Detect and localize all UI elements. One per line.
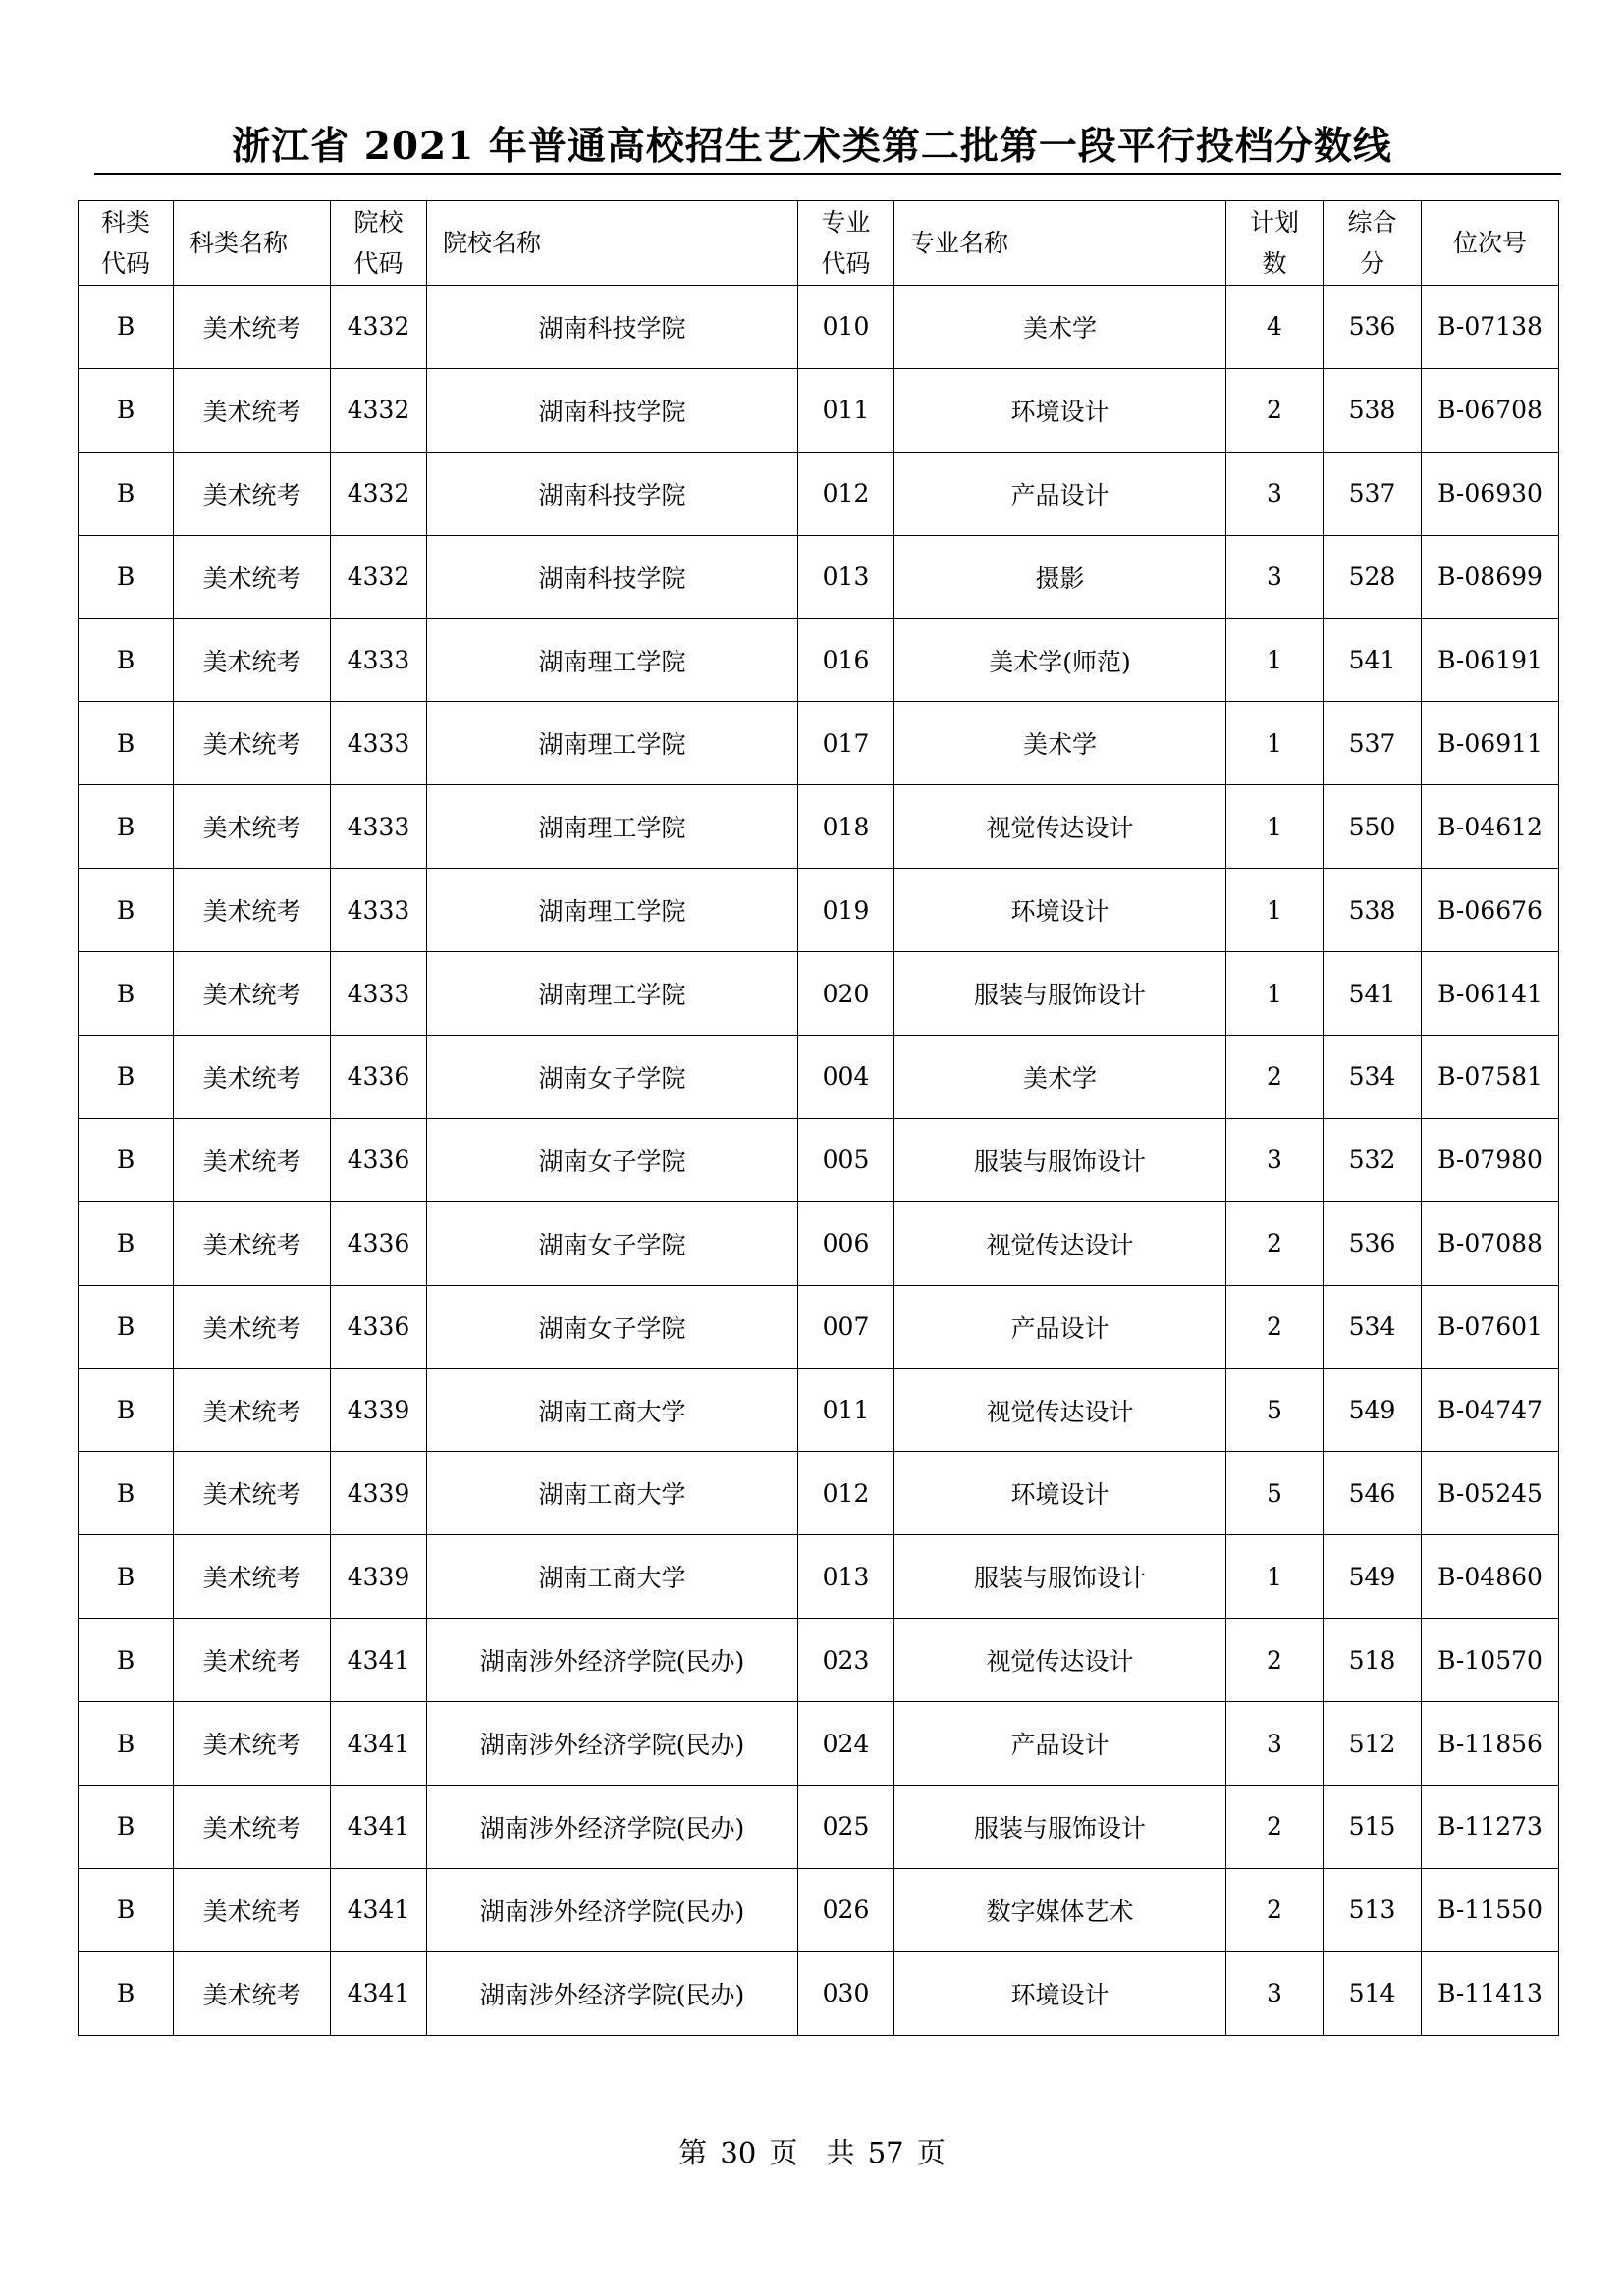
plan-count-cell: 3: [1226, 535, 1324, 618]
school-name-cell: 湖南涉外经济学院(民办): [427, 1702, 798, 1786]
category-code-cell: B: [79, 1702, 174, 1786]
total-score-cell: 536: [1324, 286, 1422, 369]
major-name-cell: 视觉传达设计: [894, 1368, 1226, 1452]
table-row: [79, 1285, 1559, 1368]
school-name-cell: 湖南女子学院: [427, 1285, 798, 1368]
plan-count-cell: 4: [1226, 286, 1324, 369]
plan-count-cell: 5: [1226, 1368, 1324, 1452]
school-name-cell: 湖南科技学院: [427, 452, 798, 535]
rank-cell: B-06708: [1422, 368, 1559, 452]
major-name-cell: 美术学: [894, 286, 1226, 369]
school-code-cell: 4332: [331, 452, 427, 535]
school-code-cell: 4339: [331, 1368, 427, 1452]
total-score-cell: 537: [1324, 452, 1422, 535]
school-code-cell: 4336: [331, 1201, 427, 1285]
category-code-cell: B: [79, 1118, 174, 1201]
category-code-cell: B: [79, 1619, 174, 1702]
school-code-cell: 4341: [331, 1619, 427, 1702]
table-row: [79, 1702, 1559, 1786]
plan-count-cell: 1: [1226, 1535, 1324, 1619]
category-code-cell: B: [79, 452, 174, 535]
table-row: [79, 1368, 1559, 1452]
category-code-cell: B: [79, 869, 174, 952]
category-name-cell: 美术统考: [174, 1619, 331, 1702]
major-code-cell: 007: [798, 1285, 894, 1368]
major-code-cell: 016: [798, 618, 894, 702]
school-code-cell: 4333: [331, 702, 427, 785]
rank-cell: B-10570: [1422, 1619, 1559, 1702]
school-code-cell: 4336: [331, 1285, 427, 1368]
category-code-cell: B: [79, 785, 174, 869]
total-score-cell: 536: [1324, 1201, 1422, 1285]
category-name-cell: 美术统考: [174, 1118, 331, 1201]
total-score-cell: 549: [1324, 1535, 1422, 1619]
major-name-cell: 摄影: [894, 535, 1226, 618]
major-name-cell: 视觉传达设计: [894, 1201, 1226, 1285]
major-name-cell: 环境设计: [894, 1452, 1226, 1535]
plan-count-cell: 1: [1226, 785, 1324, 869]
rank-cell: B-07581: [1422, 1036, 1559, 1119]
header-category-code: 科类代码: [79, 201, 174, 286]
major-name-cell: 环境设计: [894, 1951, 1226, 2035]
school-code-cell: 4339: [331, 1452, 427, 1535]
category-name-cell: 美术统考: [174, 785, 331, 869]
table-row: [79, 368, 1559, 452]
school-code-cell: 4332: [331, 535, 427, 618]
total-score-cell: 549: [1324, 1368, 1422, 1452]
rank-cell: B-04612: [1422, 785, 1559, 869]
major-name-cell: 服装与服饰设计: [894, 1535, 1226, 1619]
rank-cell: B-07601: [1422, 1285, 1559, 1368]
major-name-cell: 美术学: [894, 1036, 1226, 1119]
category-code-cell: B: [79, 1452, 174, 1535]
category-code-cell: B: [79, 618, 174, 702]
school-code-cell: 4333: [331, 785, 427, 869]
major-name-cell: 服装与服饰设计: [894, 1118, 1226, 1201]
plan-count-cell: 2: [1226, 1201, 1324, 1285]
major-name-cell: 服装与服饰设计: [894, 952, 1226, 1036]
school-name-cell: 湖南涉外经济学院(民办): [427, 1951, 798, 2035]
major-code-cell: 023: [798, 1619, 894, 1702]
major-code-cell: 017: [798, 702, 894, 785]
rank-cell: B-04860: [1422, 1535, 1559, 1619]
major-name-cell: 产品设计: [894, 452, 1226, 535]
plan-count-cell: 1: [1226, 869, 1324, 952]
total-score-cell: 518: [1324, 1619, 1422, 1702]
table-row: [79, 1535, 1559, 1619]
plan-count-cell: 2: [1226, 1786, 1324, 1869]
category-code-cell: B: [79, 952, 174, 1036]
page-number: 第 30 页 共 57 页: [678, 2136, 946, 2169]
rank-cell: B-11856: [1422, 1702, 1559, 1786]
page-title: 浙江省 2021 年普通高校招生艺术类第二批第一段平行投档分数线: [232, 124, 1392, 169]
plan-count-cell: 1: [1226, 702, 1324, 785]
major-code-cell: 020: [798, 952, 894, 1036]
total-score-cell: 515: [1324, 1786, 1422, 1869]
school-name-cell: 湖南科技学院: [427, 286, 798, 369]
school-name-cell: 湖南涉外经济学院(民办): [427, 1868, 798, 1951]
school-name-cell: 湖南理工学院: [427, 869, 798, 952]
category-code-cell: B: [79, 1951, 174, 2035]
table-row: [79, 1868, 1559, 1951]
rank-cell: B-04747: [1422, 1368, 1559, 1452]
rank-cell: B-11413: [1422, 1951, 1559, 2035]
table-row: [79, 785, 1559, 869]
table-row: [79, 1201, 1559, 1285]
major-code-cell: 011: [798, 1368, 894, 1452]
category-name-cell: 美术统考: [174, 1368, 331, 1452]
major-code-cell: 013: [798, 535, 894, 618]
major-name-cell: 视觉传达设计: [894, 1619, 1226, 1702]
rank-cell: B-07980: [1422, 1118, 1559, 1201]
category-code-cell: B: [79, 535, 174, 618]
category-name-cell: 美术统考: [174, 452, 331, 535]
total-score-cell: 541: [1324, 618, 1422, 702]
plan-count-cell: 5: [1226, 1452, 1324, 1535]
total-score-cell: 512: [1324, 1702, 1422, 1786]
table-row: [79, 869, 1559, 952]
category-name-cell: 美术统考: [174, 1951, 331, 2035]
school-name-cell: 湖南科技学院: [427, 535, 798, 618]
school-name-cell: 湖南女子学院: [427, 1201, 798, 1285]
plan-count-cell: 1: [1226, 952, 1324, 1036]
header-major-code: 专业代码: [798, 201, 894, 286]
total-score-cell: 538: [1324, 368, 1422, 452]
category-code-cell: B: [79, 1201, 174, 1285]
table-row: [79, 1452, 1559, 1535]
table-row: [79, 1786, 1559, 1869]
category-name-cell: 美术统考: [174, 535, 331, 618]
school-code-cell: 4333: [331, 952, 427, 1036]
total-score-cell: 538: [1324, 869, 1422, 952]
rank-cell: B-07138: [1422, 286, 1559, 369]
school-name-cell: 湖南工商大学: [427, 1368, 798, 1452]
category-code-cell: B: [79, 286, 174, 369]
plan-count-cell: 2: [1226, 368, 1324, 452]
category-code-cell: B: [79, 1786, 174, 1869]
rank-cell: B-06911: [1422, 702, 1559, 785]
school-name-cell: 湖南工商大学: [427, 1535, 798, 1619]
major-code-cell: 013: [798, 1535, 894, 1619]
school-code-cell: 4333: [331, 869, 427, 952]
table-row: [79, 1951, 1559, 2035]
major-code-cell: 006: [798, 1201, 894, 1285]
category-name-cell: 美术统考: [174, 1201, 331, 1285]
plan-count-cell: 2: [1226, 1285, 1324, 1368]
school-name-cell: 湖南女子学院: [427, 1036, 798, 1119]
major-code-cell: 026: [798, 1868, 894, 1951]
rank-cell: B-05245: [1422, 1452, 1559, 1535]
major-name-cell: 产品设计: [894, 1702, 1226, 1786]
table-body: [79, 286, 1559, 2036]
total-score-cell: 513: [1324, 1868, 1422, 1951]
total-score-cell: 534: [1324, 1036, 1422, 1119]
header-rank: 位次号: [1422, 201, 1559, 286]
school-code-cell: 4333: [331, 618, 427, 702]
category-name-cell: 美术统考: [174, 1702, 331, 1786]
admission-score-table: [78, 200, 1559, 2036]
rank-cell: B-11273: [1422, 1786, 1559, 1869]
category-name-cell: 美术统考: [174, 1036, 331, 1119]
major-code-cell: 012: [798, 1452, 894, 1535]
header-major-name: 专业名称: [894, 201, 1226, 286]
school-name-cell: 湖南女子学院: [427, 1118, 798, 1201]
plan-count-cell: 2: [1226, 1619, 1324, 1702]
plan-count-cell: 3: [1226, 1702, 1324, 1786]
category-code-cell: B: [79, 1285, 174, 1368]
major-code-cell: 005: [798, 1118, 894, 1201]
school-code-cell: 4341: [331, 1868, 427, 1951]
header-category-name: 科类名称: [174, 201, 331, 286]
total-score-cell: 541: [1324, 952, 1422, 1036]
school-name-cell: 湖南涉外经济学院(民办): [427, 1786, 798, 1869]
total-score-cell: 528: [1324, 535, 1422, 618]
total-score-cell: 534: [1324, 1285, 1422, 1368]
major-name-cell: 美术学: [894, 702, 1226, 785]
school-code-cell: 4336: [331, 1118, 427, 1201]
rank-cell: B-06141: [1422, 952, 1559, 1036]
major-name-cell: 服装与服饰设计: [894, 1786, 1226, 1869]
school-name-cell: 湖南理工学院: [427, 785, 798, 869]
school-code-cell: 4341: [331, 1702, 427, 1786]
category-name-cell: 美术统考: [174, 869, 331, 952]
category-name-cell: 美术统考: [174, 702, 331, 785]
table-row: [79, 1619, 1559, 1702]
major-code-cell: 004: [798, 1036, 894, 1119]
category-name-cell: 美术统考: [174, 952, 331, 1036]
category-code-cell: B: [79, 1535, 174, 1619]
major-code-cell: 012: [798, 452, 894, 535]
rank-cell: B-06676: [1422, 869, 1559, 952]
table-row: [79, 618, 1559, 702]
category-name-cell: 美术统考: [174, 1452, 331, 1535]
major-name-cell: 产品设计: [894, 1285, 1226, 1368]
school-name-cell: 湖南理工学院: [427, 702, 798, 785]
rank-cell: B-07088: [1422, 1201, 1559, 1285]
category-name-cell: 美术统考: [174, 1535, 331, 1619]
rank-cell: B-06191: [1422, 618, 1559, 702]
plan-count-cell: 3: [1226, 1951, 1324, 2035]
category-code-cell: B: [79, 368, 174, 452]
major-code-cell: 011: [798, 368, 894, 452]
total-score-cell: 532: [1324, 1118, 1422, 1201]
major-name-cell: 美术学(师范): [894, 618, 1226, 702]
plan-count-cell: 2: [1226, 1036, 1324, 1119]
category-code-cell: B: [79, 1368, 174, 1452]
category-code-cell: B: [79, 1036, 174, 1119]
school-code-cell: 4341: [331, 1786, 427, 1869]
table-row: [79, 952, 1559, 1036]
total-score-cell: 550: [1324, 785, 1422, 869]
major-code-cell: 030: [798, 1951, 894, 2035]
major-code-cell: 024: [798, 1702, 894, 1786]
school-code-cell: 4341: [331, 1951, 427, 2035]
category-name-cell: 美术统考: [174, 1786, 331, 1869]
school-code-cell: 4332: [331, 368, 427, 452]
table-row: [79, 1118, 1559, 1201]
school-name-cell: 湖南科技学院: [427, 368, 798, 452]
rank-cell: B-06930: [1422, 452, 1559, 535]
table-row: [79, 702, 1559, 785]
school-name-cell: 湖南工商大学: [427, 1452, 798, 1535]
category-name-cell: 美术统考: [174, 1868, 331, 1951]
school-code-cell: 4332: [331, 286, 427, 369]
major-code-cell: 018: [798, 785, 894, 869]
header-total-score: 综合分: [1324, 201, 1422, 286]
header-school-name: 院校名称: [427, 201, 798, 286]
table-row: [79, 286, 1559, 369]
major-name-cell: 视觉传达设计: [894, 785, 1226, 869]
table-row: [79, 452, 1559, 535]
total-score-cell: 546: [1324, 1452, 1422, 1535]
plan-count-cell: 1: [1226, 618, 1324, 702]
category-name-cell: 美术统考: [174, 286, 331, 369]
school-name-cell: 湖南涉外经济学院(民办): [427, 1619, 798, 1702]
header-school-code: 院校代码: [331, 201, 427, 286]
major-name-cell: 环境设计: [894, 869, 1226, 952]
category-name-cell: 美术统考: [174, 368, 331, 452]
major-code-cell: 019: [798, 869, 894, 952]
plan-count-cell: 3: [1226, 1118, 1324, 1201]
category-name-cell: 美术统考: [174, 618, 331, 702]
title-underline: [94, 173, 1561, 175]
table-row: [79, 1036, 1559, 1119]
rank-cell: B-08699: [1422, 535, 1559, 618]
rank-cell: B-11550: [1422, 1868, 1559, 1951]
major-code-cell: 025: [798, 1786, 894, 1869]
major-name-cell: 环境设计: [894, 368, 1226, 452]
major-name-cell: 数字媒体艺术: [894, 1868, 1226, 1951]
table-header-row: [79, 201, 1559, 286]
plan-count-cell: 3: [1226, 452, 1324, 535]
table-row: [79, 535, 1559, 618]
total-score-cell: 514: [1324, 1951, 1422, 2035]
school-code-cell: 4339: [331, 1535, 427, 1619]
school-name-cell: 湖南理工学院: [427, 618, 798, 702]
category-code-cell: B: [79, 1868, 174, 1951]
school-name-cell: 湖南理工学院: [427, 952, 798, 1036]
total-score-cell: 537: [1324, 702, 1422, 785]
plan-count-cell: 2: [1226, 1868, 1324, 1951]
school-code-cell: 4336: [331, 1036, 427, 1119]
header-plan-count: 计划数: [1226, 201, 1324, 286]
major-code-cell: 010: [798, 286, 894, 369]
category-code-cell: B: [79, 702, 174, 785]
category-name-cell: 美术统考: [174, 1285, 331, 1368]
